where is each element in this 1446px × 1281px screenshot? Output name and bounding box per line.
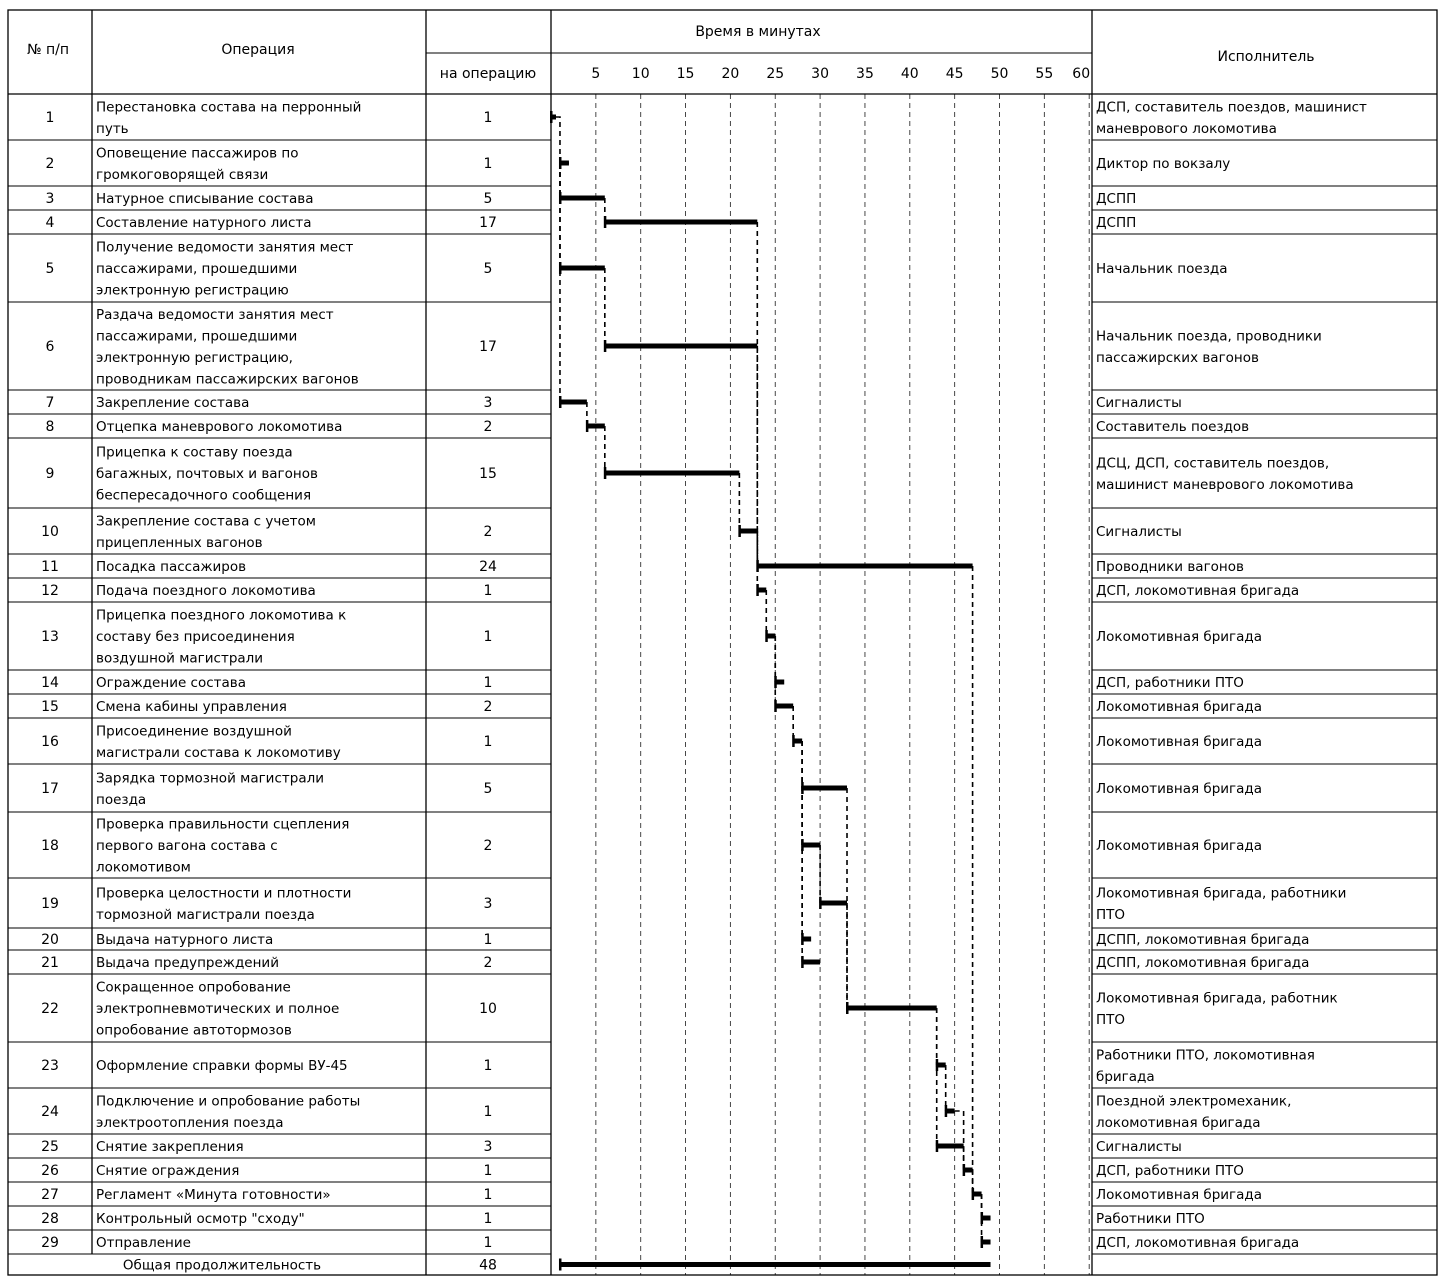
- row-duration: 1: [483, 156, 493, 172]
- row-operation: электронную регистрацию,: [96, 349, 293, 366]
- row-number: 29: [41, 1235, 59, 1251]
- row-operation: Отцепка маневрового локомотива: [96, 419, 343, 435]
- row-operation: Снятие ограждения: [96, 1163, 240, 1179]
- row-number: 25: [41, 1139, 59, 1155]
- row-operation: электронную регистрацию: [96, 282, 289, 299]
- total-duration: 48: [479, 1257, 497, 1274]
- row-executor: ПТО: [1096, 1011, 1126, 1028]
- task-bar-start-15: [774, 700, 777, 712]
- row-duration: 17: [479, 215, 497, 231]
- row-number: 24: [41, 1104, 59, 1120]
- task-bar-start-19: [819, 897, 822, 909]
- tick-label-15: 15: [676, 66, 695, 82]
- tick-label-60: 60: [1072, 66, 1091, 82]
- row-operation: поезда: [96, 791, 147, 808]
- task-bar-start-10: [738, 525, 741, 537]
- task-bar-9: [605, 471, 740, 476]
- row-duration: 1: [483, 675, 493, 691]
- row-executor: Начальник поезда, проводники: [1096, 328, 1322, 345]
- row-executor: локомотивная бригада: [1096, 1114, 1261, 1131]
- task-bar-11: [757, 564, 972, 569]
- row-operation: Оповещение пассажиров по: [96, 145, 299, 162]
- table-row: [41, 699, 1262, 715]
- tick-label-10: 10: [631, 66, 650, 82]
- row-number: 2: [45, 156, 55, 172]
- task-bar-start-12: [756, 584, 759, 596]
- table-row: [46, 395, 1182, 411]
- task-bar-3: [560, 196, 605, 201]
- row-number: 10: [41, 524, 59, 540]
- task-bar-start-22: [846, 1002, 849, 1014]
- task-bar-start-20: [801, 933, 804, 945]
- row-executor: Сигналисты: [1096, 524, 1182, 540]
- row-operation: Натурное списывание состава: [96, 191, 314, 207]
- row-executor: Локомотивная бригада: [1096, 781, 1263, 797]
- task-bar-start-1: [550, 111, 553, 123]
- row-operation: Прицепка поездного локомотива к: [96, 607, 347, 624]
- table-row: [41, 885, 1346, 923]
- table-row: [41, 583, 1299, 599]
- tick-label-55: 55: [1035, 66, 1054, 82]
- row-duration: 1: [483, 932, 493, 948]
- row-number: 21: [41, 955, 59, 971]
- row-number: 6: [45, 339, 55, 355]
- row-operation: Регламент «Минута готовности»: [96, 1187, 331, 1203]
- row-number: 12: [41, 583, 59, 599]
- row-number: 26: [41, 1163, 59, 1179]
- row-executor: Локомотивная бригада, работники: [1096, 885, 1347, 902]
- row-operation: Оформление справки формы ВУ-45: [96, 1058, 348, 1074]
- table-row: [41, 1211, 1205, 1227]
- row-number: 4: [45, 215, 55, 231]
- row-number: 5: [45, 261, 55, 277]
- row-duration: 1: [483, 734, 493, 750]
- row-executor: Работники ПТО, локомотивная: [1096, 1047, 1315, 1064]
- row-duration: 5: [483, 191, 493, 207]
- task-bar-start-26: [963, 1164, 966, 1176]
- row-duration: 1: [483, 1163, 493, 1179]
- row-executor: Локомотивная бригада, работник: [1096, 990, 1338, 1007]
- row-duration: 15: [479, 466, 497, 482]
- task-bar-start-3: [559, 192, 562, 204]
- row-operation: Отправление: [96, 1235, 191, 1251]
- row-operation: Сокращенное опробование: [96, 979, 291, 996]
- tick-label-35: 35: [856, 66, 874, 82]
- task-bar-start-23: [936, 1059, 939, 1071]
- row-number: 18: [41, 838, 59, 854]
- row-duration: 1: [483, 1235, 493, 1251]
- total-label: Общая продолжительность: [122, 1257, 322, 1274]
- row-number: 16: [41, 734, 59, 750]
- row-duration: 1: [483, 1104, 493, 1120]
- row-executor: ДСЦ, ДСП, составитель поездов,: [1096, 455, 1330, 472]
- table-row: [41, 513, 1182, 551]
- table-row: [46, 145, 1231, 183]
- row-operation: воздушной магистрали: [96, 650, 264, 667]
- dependency-link: [556, 117, 560, 163]
- task-bar-7: [560, 400, 587, 405]
- row-duration: 1: [483, 1058, 493, 1074]
- task-bar-21: [802, 960, 820, 965]
- row-operation: электроотопления поезда: [96, 1114, 284, 1131]
- row-operation: первого вагона состава с: [96, 838, 278, 854]
- tick-label-25: 25: [766, 66, 785, 82]
- row-operation: составу без присоединения: [96, 629, 295, 645]
- row-executor: Локомотивная бригада: [1096, 734, 1263, 750]
- task-bar-10: [739, 529, 757, 534]
- dependency-link: [955, 1111, 964, 1170]
- tick-label-50: 50: [990, 66, 1009, 82]
- row-duration: 24: [479, 559, 497, 575]
- row-operation: громкоговорящей связи: [96, 166, 269, 183]
- row-executor: ДСП, локомотивная бригада: [1096, 583, 1300, 599]
- task-bar-start-29: [981, 1236, 984, 1248]
- row-number: 13: [41, 629, 59, 645]
- task-bar-start-28: [981, 1212, 984, 1224]
- row-duration: 3: [483, 896, 493, 912]
- row-number: 7: [45, 395, 55, 411]
- row-number: 27: [41, 1187, 59, 1203]
- row-operation: Подключение и опробование работы: [96, 1093, 361, 1110]
- dependency-links: [556, 117, 982, 1242]
- row-duration: 1: [483, 110, 493, 126]
- task-bar-start-14: [774, 676, 777, 688]
- tick-label-5: 5: [591, 66, 601, 82]
- row-operation: Подача поездного локомотива: [96, 583, 316, 599]
- row-operation: Проверка целостности и плотности: [96, 885, 352, 902]
- row-executor: ДСП, работники ПТО: [1096, 1163, 1244, 1179]
- row-duration: 10: [479, 1001, 497, 1017]
- task-bar-start-18: [801, 839, 804, 851]
- row-operation: Посадка пассажиров: [96, 559, 247, 575]
- row-duration: 3: [483, 1139, 493, 1155]
- row-executor: Локомотивная бригада: [1096, 629, 1263, 645]
- row-operation: опробование автотормозов: [96, 1022, 292, 1039]
- table-row: [41, 817, 1262, 876]
- row-number: 19: [41, 896, 59, 912]
- row-operation: магистрали состава к локомотиву: [96, 744, 341, 761]
- task-bar-start-5: [559, 262, 562, 274]
- table-row: [41, 675, 1244, 691]
- header-executor: Исполнитель: [1217, 49, 1315, 65]
- task-bar-start-8: [586, 420, 589, 432]
- task-bar-start-9: [604, 467, 607, 479]
- table-row: [41, 1235, 1299, 1251]
- row-executor: ДСПП: [1096, 215, 1137, 231]
- task-bar-start-6: [604, 340, 607, 352]
- row-operation: Перестановка состава на перронный: [96, 99, 362, 116]
- task-bar-8: [587, 424, 605, 429]
- row-operation: Прицепка к составу поезда: [96, 444, 293, 461]
- task-bar-start-21: [801, 956, 804, 968]
- row-operation: Раздача ведомости занятия мест: [96, 306, 334, 323]
- table-rows: [41, 99, 1367, 1273]
- row-executor: Сигналисты: [1096, 395, 1182, 411]
- table-row: [41, 723, 1262, 761]
- task-bar-start-total: [559, 1259, 562, 1271]
- header-operation: Операция: [221, 42, 295, 58]
- row-operation: Получение ведомости занятия мест: [96, 239, 354, 256]
- table-row: [46, 419, 1250, 435]
- row-operation: Ограждение состава: [96, 675, 247, 691]
- task-bar-4: [605, 220, 757, 225]
- row-duration: 2: [483, 838, 493, 854]
- row-executor: ДСПП, локомотивная бригада: [1096, 955, 1310, 971]
- row-executor: ПТО: [1096, 906, 1126, 923]
- row-operation: проводникам пассажирских вагонов: [96, 371, 359, 388]
- row-operation: багажных, почтовых и вагонов: [96, 466, 318, 482]
- row-duration: 17: [479, 339, 497, 355]
- task-bar-total: [560, 1262, 991, 1267]
- tick-label-20: 20: [721, 66, 740, 82]
- row-duration: 3: [483, 395, 493, 411]
- row-operation: Закрепление состава: [96, 395, 250, 411]
- row-executor: бригада: [1096, 1068, 1155, 1085]
- table-row: [41, 955, 1309, 971]
- table-row: [41, 1047, 1315, 1085]
- row-executor: Работники ПТО: [1096, 1211, 1205, 1227]
- tick-label-45: 45: [945, 66, 964, 82]
- row-duration: 1: [483, 1187, 493, 1203]
- row-number: 22: [41, 1001, 59, 1017]
- row-executor: Проводники вагонов: [1096, 559, 1244, 575]
- task-bar-5: [560, 266, 605, 271]
- header-num: № п/п: [26, 42, 70, 58]
- grid-lines: [596, 94, 1089, 1275]
- tick-label-30: 30: [811, 66, 830, 82]
- task-bar-15: [775, 704, 793, 709]
- row-operation: путь: [96, 120, 129, 137]
- row-executor: ДСП, работники ПТО: [1096, 675, 1244, 691]
- row-operation: прицепленных вагонов: [96, 534, 263, 551]
- row-executor: Составитель поездов: [1096, 419, 1250, 435]
- row-duration: 2: [483, 699, 493, 715]
- row-operation: Закрепление состава с учетом: [96, 513, 316, 530]
- row-operation: пассажирами, прошедшими: [96, 328, 298, 345]
- task-bar-22: [847, 1006, 937, 1011]
- row-executor: ДСП, составитель поездов, машинист: [1096, 99, 1367, 116]
- row-operation: Смена кабины управления: [96, 699, 287, 715]
- row-number: 8: [45, 419, 55, 435]
- row-duration: 2: [483, 524, 493, 540]
- time-axis-ticks: [591, 66, 1090, 82]
- row-duration: 1: [483, 1211, 493, 1227]
- header-time: Время в минутах: [695, 24, 821, 40]
- dependency-link: [560, 163, 569, 268]
- row-number: 17: [41, 781, 59, 797]
- row-operation: Выдача натурного листа: [96, 932, 274, 948]
- task-bar-start-24: [945, 1105, 948, 1117]
- task-bars: [550, 111, 991, 1271]
- table-row: [41, 980, 1338, 1039]
- tick-label-40: 40: [900, 66, 919, 82]
- row-operation: Выдача предупреждений: [96, 955, 279, 971]
- task-bar-18: [802, 843, 820, 848]
- row-operation: Снятие закрепления: [96, 1139, 244, 1155]
- row-executor: машинист маневрового локомотива: [1096, 476, 1354, 493]
- row-executor: Начальник поезда: [1096, 261, 1228, 277]
- table-row: [41, 1093, 1291, 1131]
- row-executor: ДСПП, локомотивная бригада: [1096, 932, 1310, 948]
- row-operation: локомотивом: [96, 859, 191, 876]
- task-bar-start-17: [801, 782, 804, 794]
- row-executor: Поездной электромеханик,: [1096, 1093, 1292, 1110]
- row-number: 3: [45, 191, 55, 207]
- row-operation: Контрольный осмотр "сходу": [96, 1211, 305, 1227]
- table-row: [46, 240, 1228, 299]
- row-executor: Диктор по вокзалу: [1096, 156, 1231, 172]
- row-executor: Сигналисты: [1096, 1139, 1182, 1155]
- task-bar-6: [605, 344, 757, 349]
- table-row: [41, 770, 1262, 808]
- row-number: 15: [41, 699, 59, 715]
- task-bar-start-7: [559, 396, 562, 408]
- row-number: 9: [45, 466, 55, 482]
- row-operation: Присоединение воздушной: [96, 723, 292, 740]
- row-operation: беспересадочного сообщения: [96, 487, 312, 504]
- task-bar-19: [820, 901, 847, 906]
- row-number: 1: [45, 110, 55, 126]
- row-duration: 1: [483, 583, 493, 599]
- table-row: [46, 215, 1137, 231]
- task-bar-start-27: [972, 1188, 975, 1200]
- table-row: [41, 1163, 1244, 1179]
- table-row: [46, 99, 1367, 137]
- table-row: [41, 932, 1309, 948]
- row-duration: 5: [483, 781, 493, 797]
- task-bar-start-4: [604, 216, 607, 228]
- row-executor: Локомотивная бригада: [1096, 1187, 1263, 1203]
- row-number: 14: [41, 675, 59, 691]
- table-row: [41, 1187, 1262, 1203]
- row-executor: Локомотивная бригада: [1096, 838, 1263, 854]
- row-duration: 2: [483, 955, 493, 971]
- table-row: [41, 559, 1244, 575]
- row-executor: пассажирских вагонов: [1096, 349, 1259, 366]
- row-duration: 1: [483, 629, 493, 645]
- row-duration: 2: [483, 419, 493, 435]
- row-operation: электропневмотических и полное: [96, 1001, 340, 1017]
- task-bar-25: [937, 1144, 964, 1149]
- row-number: 28: [41, 1211, 59, 1227]
- row-number: 23: [41, 1058, 59, 1074]
- row-duration: 5: [483, 261, 493, 277]
- row-number: 20: [41, 932, 59, 948]
- task-bar-start-13: [765, 630, 768, 642]
- row-operation: Составление натурного листа: [96, 215, 312, 231]
- row-operation: пассажирами, прошедшими: [96, 261, 298, 277]
- task-bar-start-2: [559, 157, 562, 169]
- row-executor: маневрового локомотива: [1096, 120, 1277, 137]
- task-bar-start-16: [792, 735, 795, 747]
- row-number: 11: [41, 559, 59, 575]
- row-operation: тормозной магистрали поезда: [96, 906, 315, 923]
- task-bar-start-11: [756, 560, 759, 572]
- row-operation: Проверка правильности сцепления: [96, 816, 350, 833]
- task-bar-start-25: [936, 1140, 939, 1152]
- row-executor: ДСПП: [1096, 191, 1137, 207]
- task-bar-17: [802, 786, 847, 791]
- row-executor: ДСП, локомотивная бригада: [1096, 1235, 1300, 1251]
- header-duration: на операцию: [439, 66, 537, 82]
- row-operation: Зарядка тормозной магистрали: [96, 770, 324, 787]
- row-executor: Локомотивная бригада: [1096, 699, 1263, 715]
- table-row: [41, 1139, 1182, 1155]
- table-row: [41, 608, 1262, 667]
